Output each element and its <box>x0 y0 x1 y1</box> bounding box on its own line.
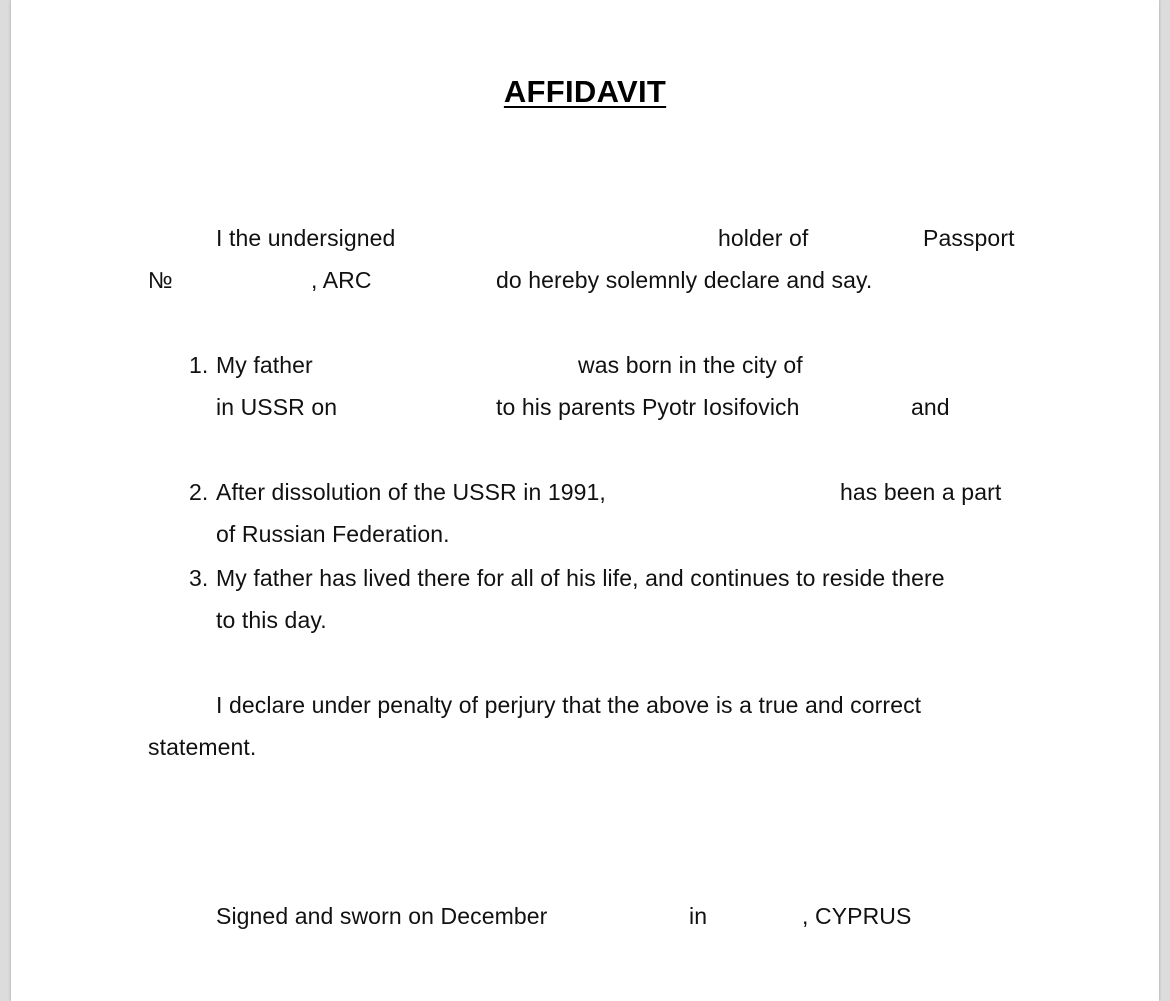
item-1-line1-start: My father <box>216 352 313 378</box>
item-3-line2: to this day. <box>216 607 327 633</box>
declaration-line1: I declare under penalty of perjury that the above is a true and correct <box>216 692 922 718</box>
document-title: AFFIDAVIT <box>503 74 667 109</box>
item-2-line1-start: After dissolution of the USSR in 1991, <box>216 479 606 505</box>
item-1-line2-ussr: in USSR on <box>216 394 338 420</box>
item-2-line1-end: has been a part <box>840 479 1002 505</box>
intro-line1-passport: Passport <box>923 225 1015 251</box>
intro-line2-number-sign: № <box>148 267 173 293</box>
signature-line-date: Signed and sworn on December <box>216 903 548 929</box>
item-1-number: 1. <box>189 352 209 378</box>
item-3-line1: My father has lived there for all of his life, and continues to reside there <box>216 565 945 591</box>
intro-line2-arc: , ARC <box>311 267 372 293</box>
item-3-number: 3. <box>189 565 209 591</box>
intro-line1-start: I the undersigned <box>216 225 396 251</box>
item-1-line2-parents: to his parents Pyotr Iosifovich <box>496 394 800 420</box>
item-2-line2: of Russian Federation. <box>216 521 450 547</box>
intro-line2-declare: do hereby solemnly declare and say. <box>496 267 873 293</box>
item-2-number: 2. <box>189 479 209 505</box>
intro-line1-holder: holder of <box>718 225 809 251</box>
item-1-line1-born: was born in the city of <box>578 352 803 378</box>
signature-line-country: , CYPRUS <box>802 903 912 929</box>
document-page <box>11 0 1159 1001</box>
item-1-line2-and: and <box>911 394 950 420</box>
declaration-line2: statement. <box>148 734 257 760</box>
signature-line-in: in <box>689 903 708 929</box>
